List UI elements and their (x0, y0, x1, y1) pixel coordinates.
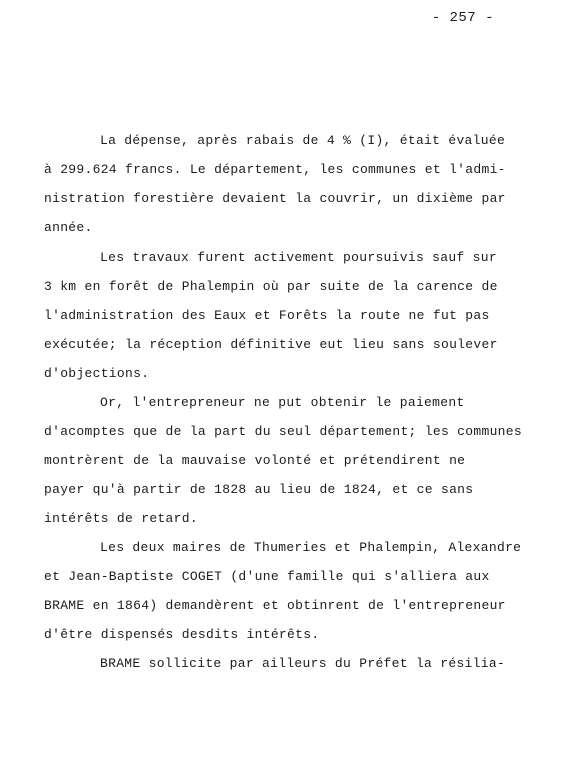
text-line: d'acomptes que de la part du seul département; les communes (44, 424, 522, 439)
page-number: - 257 - (431, 10, 494, 26)
text-line: nistration forestière devaient la couvrir, un dixième par (44, 191, 506, 206)
text-line: année. (44, 220, 93, 235)
text-line: et Jean-Baptiste COGET (d'une famille qui s'alliera aux (44, 569, 490, 584)
text-line: BRAME sollicite par ailleurs du Préfet la résilia- (100, 656, 506, 671)
text-line: d'être dispensés desdits intérêts. (44, 627, 320, 642)
text-line: à 299.624 francs. Le département, les communes et l'admi- (44, 162, 506, 177)
text-line: La dépense, après rabais de 4 % (I), était évaluée (100, 133, 506, 148)
text-line: d'objections. (44, 366, 150, 381)
text-line: Les travaux furent activement poursuivis sauf sur (100, 250, 497, 265)
text-line: l'administration des Eaux et Forêts la route ne fut pas (44, 308, 490, 323)
text-line: montrèrent de la mauvaise volonté et prétendirent ne (44, 453, 466, 468)
text-line: payer qu'à partir de 1828 au lieu de 1824, et ce sans (44, 482, 474, 497)
text-line: BRAME en 1864) demandèrent et obtinrent de l'entrepreneur (44, 598, 506, 613)
text-line: intérêts de retard. (44, 511, 198, 526)
text-line: Les deux maires de Thumeries et Phalempin, Alexandre (100, 540, 522, 555)
text-line: 3 km en forêt de Phalempin où par suite de la carence de (44, 279, 498, 294)
text-line: exécutée; la réception définitive eut lieu sans soulever (44, 337, 498, 352)
text-line: Or, l'entrepreneur ne put obtenir le paiement (100, 395, 465, 410)
